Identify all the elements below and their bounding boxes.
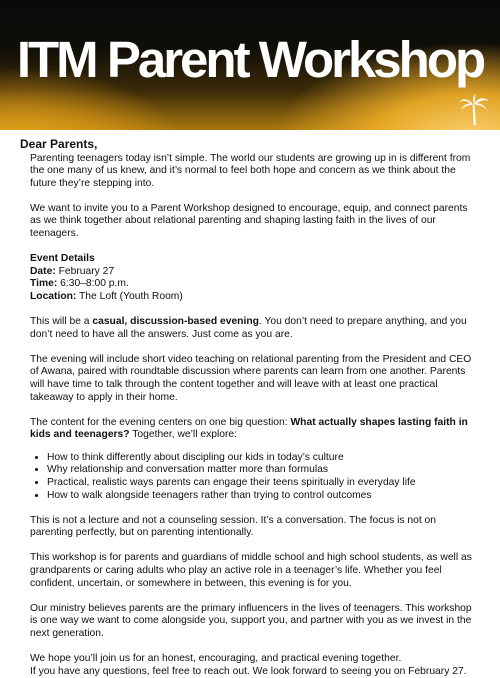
palm-tree-icon — [459, 94, 489, 126]
paragraph-ministry: Our ministry believes parents are the primary influencers in the lives of teenagers. This workshop is one way we want to come alongside you, support you, and partner with you as we invest in the next generation. — [30, 603, 474, 641]
event-time-label: Time: — [30, 278, 57, 289]
question-text-bold: What actually shapes lasting faith in kids and teenagers? — [30, 417, 468, 441]
paragraph-format: The evening will include short video teaching on relational parenting from the President and CEO of Awana, paired with roundtable discussion where parents can learn from one another. Parents will have time to talk through the content together and will leave with at least one practical takeaway to apply in their home. — [30, 354, 474, 404]
list-item: • How to walk alongside teenagers rather than trying to control outcomes — [47, 490, 474, 503]
list-item: • Practical, realistic ways parents can engage their teens spiritually in everyday life — [47, 477, 474, 490]
event-location-value: The Loft (Youth Room) — [76, 291, 182, 302]
list-item: • Why relationship and conversation matter more than formulas — [47, 464, 474, 477]
page-title: ITM Parent Workshop — [0, 30, 500, 89]
event-date-value: February 27 — [56, 266, 114, 277]
event-time-value: 6:30–8:00 p.m. — [57, 278, 129, 289]
casual-text-end: . You don’t need to prepare anything, and you don’t need to have all the answers. Just come as you are. — [30, 316, 467, 340]
paragraph-casual — [30, 316, 474, 341]
letter-content — [0, 130, 500, 678]
event-date-label: Date: — [30, 266, 56, 277]
event-details — [30, 253, 474, 303]
paragraph-conversation: This is not a lecture and not a counseling session. It’s a conversation. The focus is not on parenting perfectly, but on parenting intentionally. — [30, 515, 474, 540]
closing-line-1: We hope you’ll join us for an honest, encouraging, and practical evening together. — [30, 653, 474, 666]
casual-text-start: This will be a — [30, 316, 92, 327]
header-banner — [0, 0, 500, 130]
letter-greeting: Dear Parents, — [20, 138, 474, 151]
event-details-heading: Event Details — [30, 253, 474, 266]
topics-list — [30, 452, 474, 502]
paragraph-invitation: We want to invite you to a Parent Workshop designed to encourage, equip, and connect parents as we think together about relational parenting and shaping lasting faith in the lives of our teenagers. — [30, 203, 474, 241]
letter-body — [20, 153, 474, 678]
list-item: • How to think differently about discipling our kids in today’s culture — [47, 452, 474, 465]
event-location-label: Location: — [30, 291, 76, 302]
event-time — [30, 278, 474, 291]
closing-line-2: If you have any questions, feel free to reach out. We look forward to seeing you on February 27. — [30, 666, 474, 678]
paragraph-question — [30, 417, 474, 442]
paragraph-audience: This workshop is for parents and guardians of middle school and high school students, as well as grandparents or caring adults who play an active role in a teenager’s life. Whether you feel confident, uncertain, or somewhere in between, this evening is for you. — [30, 552, 474, 590]
question-text-end: Together, we’ll explore: — [130, 429, 237, 440]
event-date — [30, 266, 474, 279]
question-text-start: The content for the evening centers on one big question: — [30, 417, 290, 428]
event-location — [30, 291, 474, 304]
paragraph-intro: Parenting teenagers today isn’t simple. The world our students are growing up in is different from the one many of us knew, and it’s normal to feel both hope and concern as we think about the future they’re stepping into. — [30, 153, 474, 191]
casual-text-bold: casual, discussion-based evening — [92, 316, 259, 327]
